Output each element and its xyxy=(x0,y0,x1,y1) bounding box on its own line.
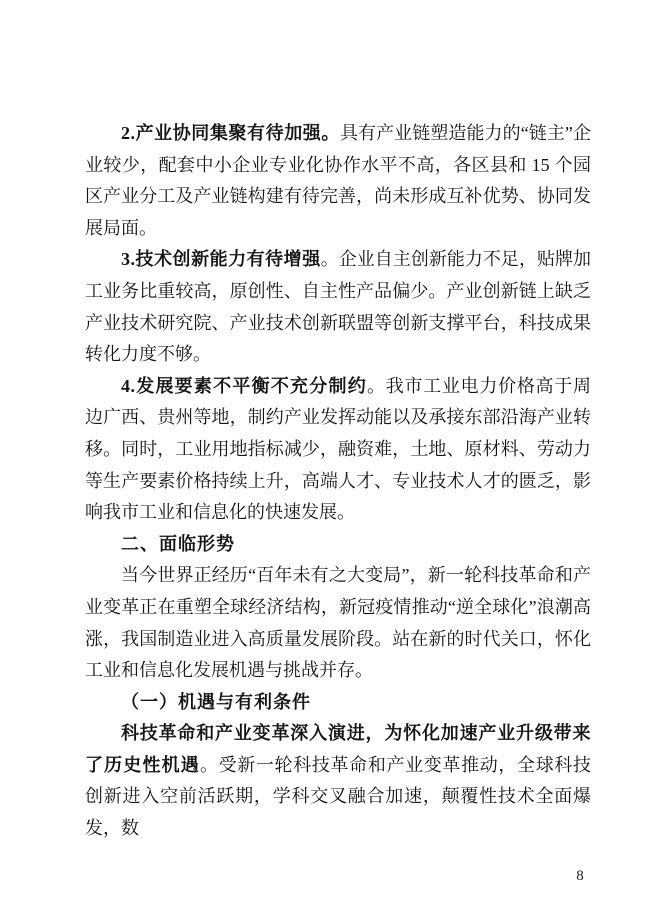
paragraph-lead-bold: （一）机遇与有利条件 xyxy=(121,691,311,712)
body-paragraph xyxy=(85,244,591,370)
paragraph-lead-bold: 科技革命和产业变革深入演进，为怀化加速产业升级带来了历史性机遇 xyxy=(85,723,591,775)
body-paragraph xyxy=(85,118,591,244)
body-paragraph xyxy=(85,718,591,844)
section-heading xyxy=(85,529,591,561)
body-paragraph xyxy=(85,560,591,686)
paragraph-lead-bold: 2.产业协同集聚有待加强。 xyxy=(121,123,340,143)
paragraph-lead-bold: 二、面临形势 xyxy=(121,533,235,554)
document-body xyxy=(85,118,591,845)
paragraph-text: 。受新一轮科技革命和产业变革推动，全球科技创新进入空前活跃期，学科交叉融合加速，颠覆性技术全面爆发，数 xyxy=(85,754,592,839)
paragraph-text: 当今世界正经历“百年未有之大变局”，新一轮科技革命和产业变革正在重塑全球经济结构，新冠疫情推动“逆全球化”浪潮高涨，我国制造业进入高质量发展阶段。站在新的时代关口，怀化工业和信息化发展机遇与挑战并存。 xyxy=(85,565,591,681)
paragraph-lead-bold: 4.发展要素不平衡不充分制约 xyxy=(121,375,367,396)
paragraph-text: 。我市工业电力价格高于周边广西、贵州等地，制约产业发挥动能以及承接东部沿海产业转移。同时，工业用地指标减少，融资难，土地、原材料、劳动力等生产要素价格持续上升，高端人才、专业技术人才的匮乏，影响我市工业和信息化的快速发展。 xyxy=(85,375,592,523)
paragraph-lead-bold: 3.技术创新能力有待增强 xyxy=(121,249,321,270)
section-heading xyxy=(85,687,591,719)
page-number: 8 xyxy=(576,868,584,884)
paragraph-text: 具有产业链塑造能力的“链主”企业较少，配套中小企业专业化协作水平不高，各区县和 15 个园区产业分工及产业链构建有待完善，尚未形成互补优势、协同发展局面。 xyxy=(85,123,592,238)
paragraph-text: 。企业自主创新能力不足，贴牌加工业务比重较高，原创性、自主性产品偏少。产业创新链上缺乏产业技术研究院、产业技术创新联盟等创新支撑平台，科技成果转化力度不够。 xyxy=(85,249,592,365)
body-paragraph xyxy=(85,371,591,529)
